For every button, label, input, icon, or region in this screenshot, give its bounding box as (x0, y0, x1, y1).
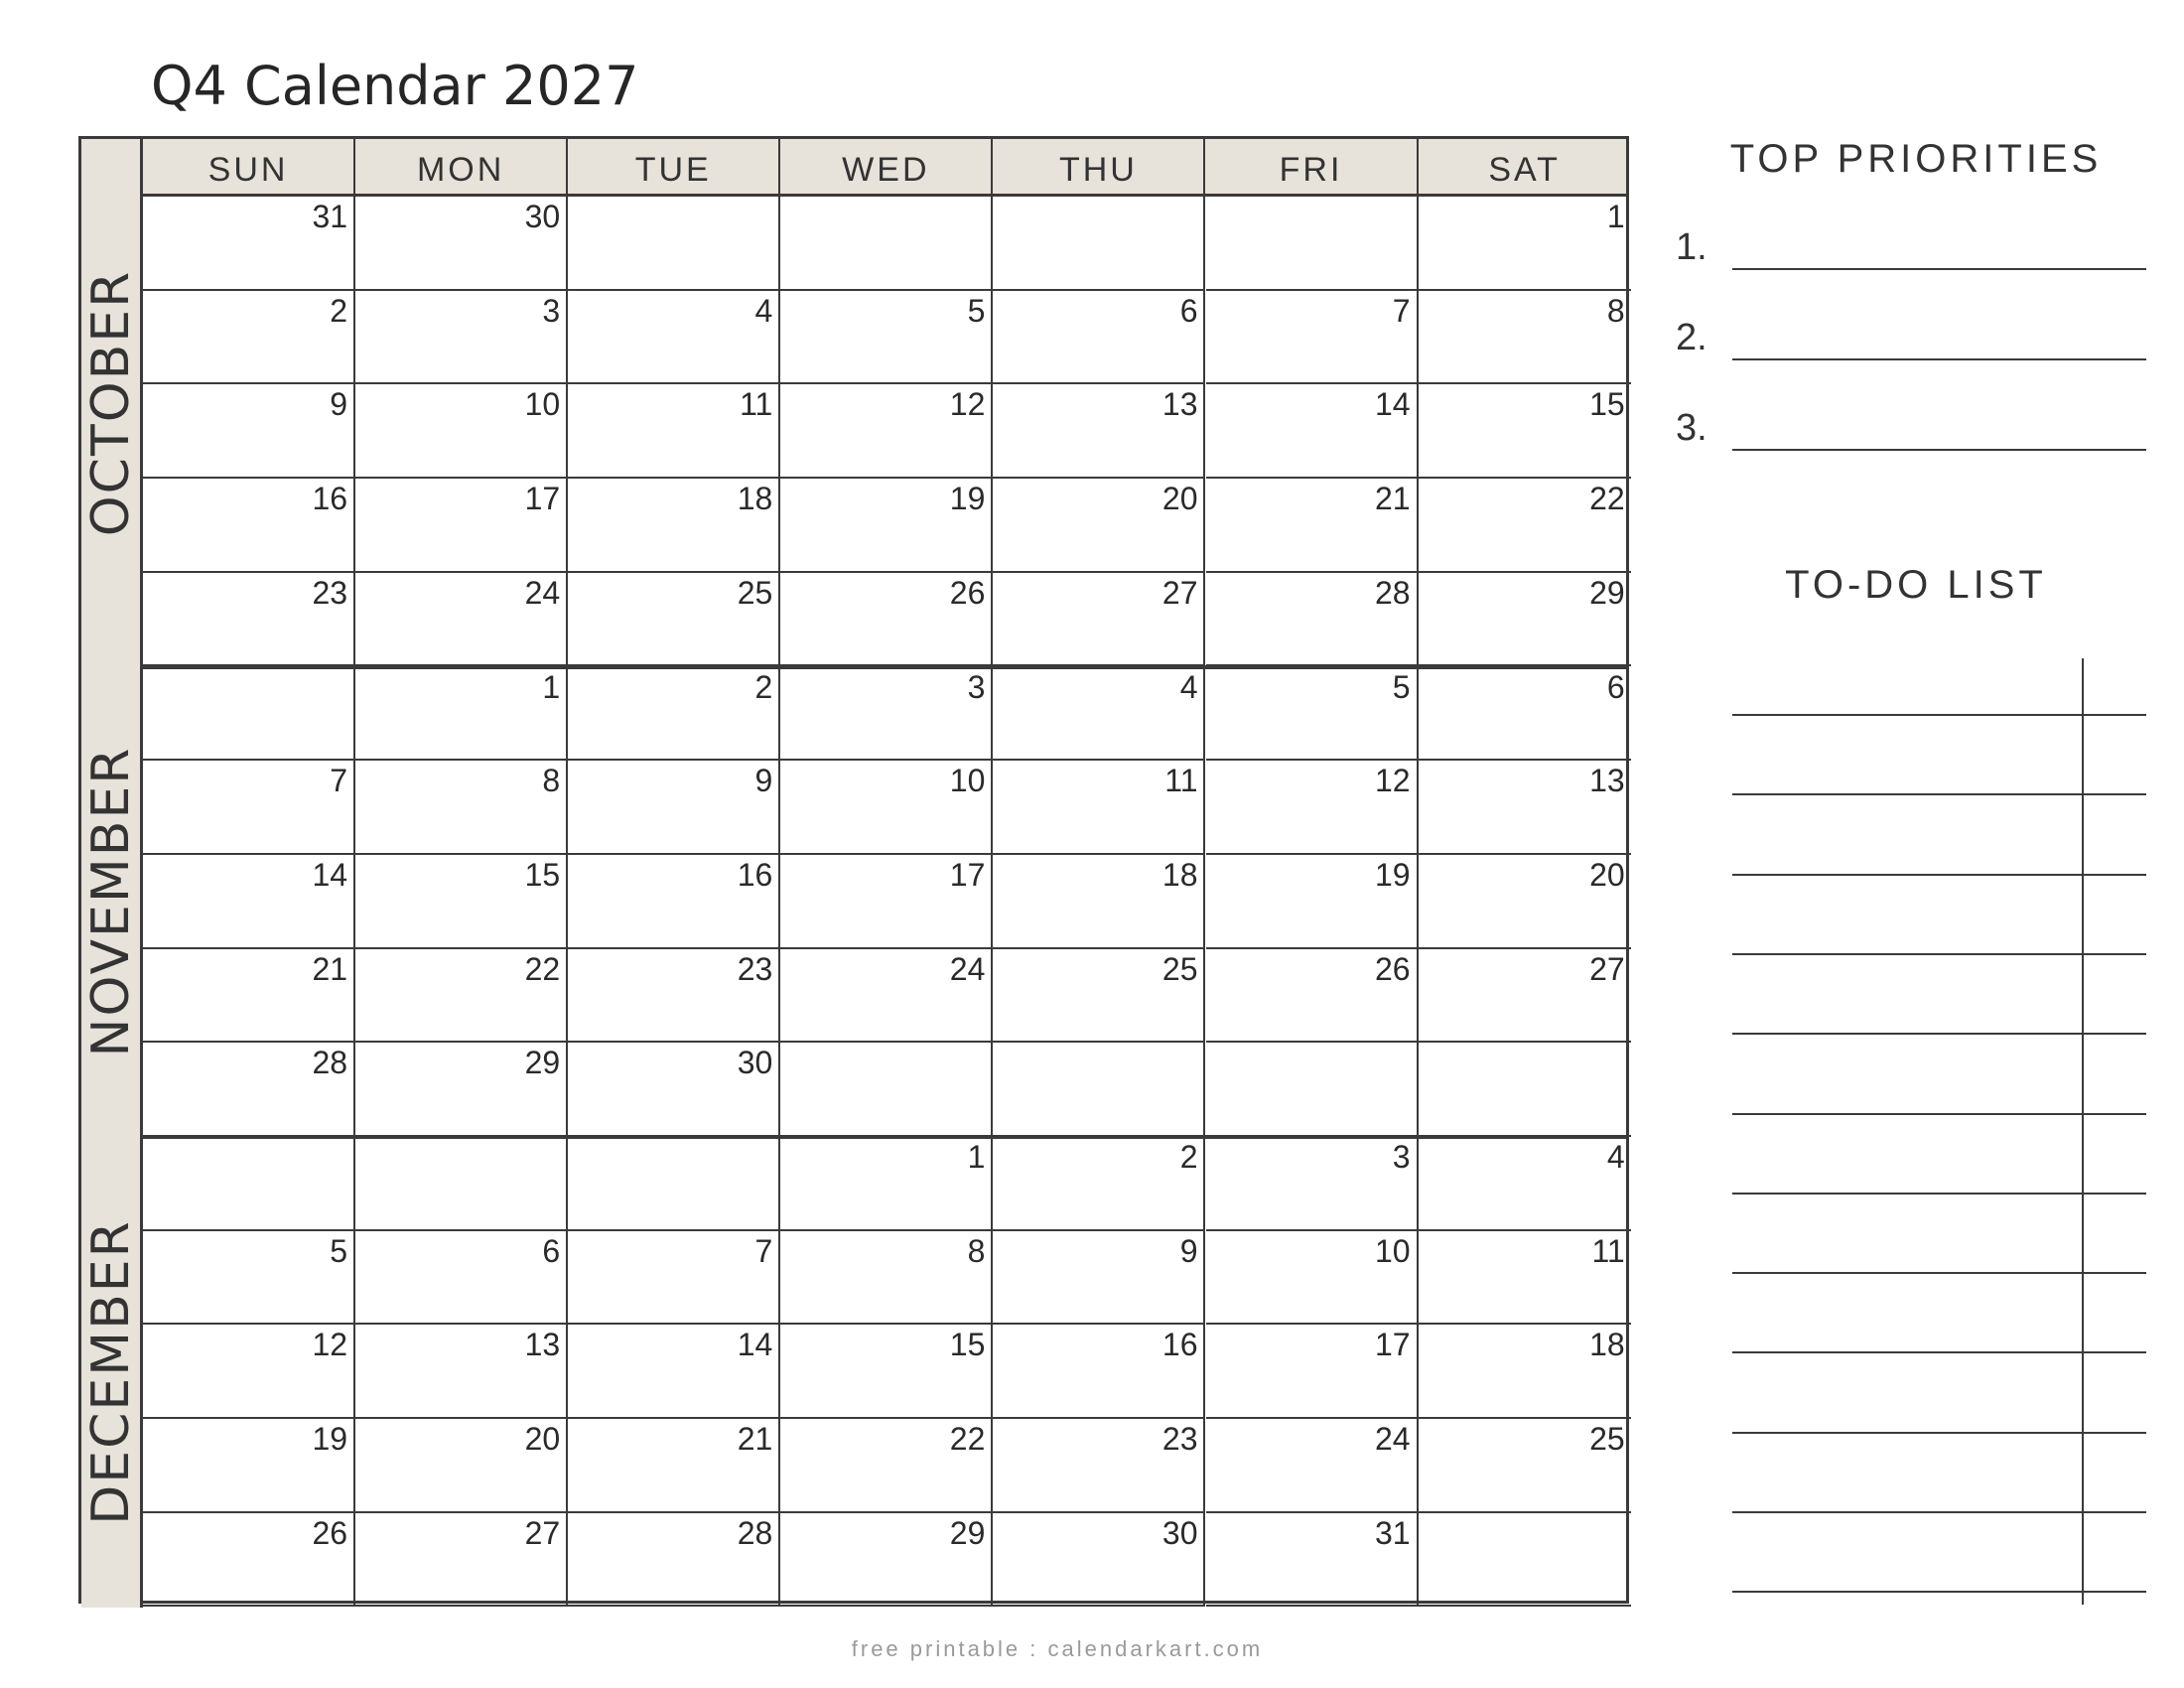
weekday-sat: SAT (1488, 151, 1561, 189)
day-cell[interactable] (993, 667, 1205, 762)
weekday-sun: SUN (143, 139, 355, 194)
day-cell[interactable] (993, 1043, 1205, 1137)
day-cell[interactable] (780, 1325, 993, 1419)
day-cell[interactable] (143, 1231, 355, 1326)
day-number: 12 (949, 386, 986, 423)
todo-write-line[interactable] (1732, 1193, 2146, 1195)
day-number: 11 (740, 386, 773, 423)
day-number: 30 (737, 1045, 773, 1081)
day-cell[interactable] (1206, 1513, 1419, 1608)
day-cell[interactable] (1206, 667, 1419, 762)
day-cell[interactable] (143, 479, 355, 573)
day-number: 22 (949, 1421, 986, 1458)
day-cell[interactable] (1419, 479, 1631, 573)
day-cell[interactable] (1206, 855, 1419, 949)
day-number: 23 (312, 574, 348, 611)
day-number: 1 (1606, 199, 1625, 234)
day-cell[interactable] (355, 291, 568, 385)
day-number: 20 (1161, 481, 1198, 517)
day-number: 26 (312, 1514, 348, 1551)
day-number: 22 (1589, 481, 1625, 517)
day-cell[interactable] (780, 479, 993, 573)
day-cell[interactable] (355, 1325, 568, 1419)
day-number: 9 (330, 386, 348, 423)
day-number: 19 (312, 1421, 348, 1458)
day-cell[interactable] (1206, 1231, 1419, 1326)
priority-write-line[interactable] (1732, 268, 2146, 270)
priority-number: 2. (1676, 317, 1707, 358)
day-number: 16 (312, 481, 348, 517)
day-cell[interactable] (568, 1137, 780, 1231)
day-cell[interactable] (780, 1043, 993, 1137)
day-number: 14 (1375, 386, 1411, 423)
day-cell[interactable] (1419, 197, 1631, 291)
month-label: NOVEMBER (80, 746, 141, 1057)
day-cell[interactable] (993, 949, 1205, 1044)
day-number: 16 (737, 856, 773, 893)
day-number: 21 (312, 950, 348, 987)
day-cell[interactable] (1419, 761, 1631, 855)
day-number: 3 (967, 668, 986, 705)
day-cell[interactable] (355, 1043, 568, 1137)
day-number: 5 (1392, 668, 1411, 705)
day-cell[interactable] (355, 1137, 568, 1231)
day-cell[interactable] (568, 761, 780, 855)
day-number: 21 (737, 1421, 773, 1458)
day-number: 6 (542, 1232, 561, 1269)
day-cell[interactable] (780, 1231, 993, 1326)
day-number: 19 (1375, 856, 1411, 893)
day-cell[interactable] (780, 197, 993, 291)
day-number: 30 (524, 199, 561, 234)
day-number: 2 (1179, 1139, 1198, 1175)
day-number: 17 (1375, 1327, 1411, 1363)
day-number: 19 (949, 481, 986, 517)
day-number: 27 (524, 1514, 561, 1551)
day-number: 12 (312, 1327, 348, 1363)
day-cell[interactable] (355, 949, 568, 1044)
weekday-fri: FRI (1206, 139, 1419, 194)
day-cell[interactable] (1206, 1325, 1419, 1419)
day-cell[interactable] (1206, 384, 1419, 479)
todo-list-title: TO-DO LIST (1785, 563, 2047, 607)
day-number: 23 (1161, 1421, 1198, 1458)
day-cell[interactable] (143, 384, 355, 479)
day-cell[interactable] (568, 1513, 780, 1608)
day-cell[interactable] (1206, 1043, 1419, 1137)
day-number: 20 (1589, 856, 1625, 893)
day-cell[interactable] (568, 384, 780, 479)
day-cell[interactable] (568, 1231, 780, 1326)
day-cell[interactable] (568, 667, 780, 762)
day-cell[interactable] (1419, 291, 1631, 385)
day-cell[interactable] (993, 291, 1205, 385)
todo-write-line[interactable] (1732, 1591, 2146, 1593)
day-number: 1 (542, 668, 561, 705)
day-number: 1 (967, 1139, 986, 1175)
day-number: 29 (949, 1514, 986, 1551)
day-cell[interactable] (143, 949, 355, 1044)
day-cell[interactable] (143, 1419, 355, 1513)
day-number: 31 (1375, 1514, 1411, 1551)
day-cell[interactable] (1419, 1513, 1631, 1608)
day-cell[interactable] (568, 1325, 780, 1419)
day-cell[interactable] (1206, 197, 1419, 291)
day-cell[interactable] (1206, 573, 1419, 667)
day-cell[interactable] (568, 573, 780, 667)
weekday-thu: THU (993, 139, 1205, 194)
day-cell[interactable] (568, 197, 780, 291)
day-number: 15 (1589, 386, 1625, 423)
day-cell[interactable] (355, 1419, 568, 1513)
day-number: 17 (949, 856, 986, 893)
todo-write-line[interactable] (1732, 1511, 2146, 1513)
day-cell[interactable] (780, 1419, 993, 1513)
day-number: 10 (524, 386, 561, 423)
day-cell[interactable] (780, 949, 993, 1044)
day-cell[interactable] (143, 1137, 355, 1231)
day-number: 24 (949, 950, 986, 987)
day-cell[interactable] (568, 949, 780, 1044)
month-band-december (81, 1137, 143, 1608)
weekday-header-row (143, 139, 1626, 197)
day-number: 28 (737, 1514, 773, 1551)
day-cell[interactable] (143, 855, 355, 949)
day-number: 25 (1161, 950, 1198, 987)
day-cell[interactable] (993, 1137, 1205, 1231)
weekday-tue: TUE (568, 139, 780, 194)
day-number: 25 (737, 574, 773, 611)
day-number: 28 (312, 1045, 348, 1081)
day-cell[interactable] (1419, 1325, 1631, 1419)
day-number: 27 (1161, 574, 1198, 611)
day-number: 4 (1606, 1139, 1625, 1175)
weekday-mon: MON (355, 139, 568, 194)
day-number: 3 (1392, 1139, 1411, 1175)
todo-write-line[interactable] (1732, 1272, 2146, 1274)
day-cell[interactable] (355, 667, 568, 762)
todo-write-line[interactable] (1732, 953, 2146, 955)
day-cell[interactable] (780, 1513, 993, 1608)
todo-write-line[interactable] (1732, 793, 2146, 795)
todo-checkbox-divider (2082, 658, 2084, 1605)
day-cell[interactable] (780, 291, 993, 385)
day-number: 8 (1606, 292, 1625, 329)
day-number: 24 (1375, 1421, 1411, 1458)
day-number: 24 (524, 574, 561, 611)
day-cell[interactable] (143, 1513, 355, 1608)
day-number: 13 (1161, 386, 1198, 423)
day-cell[interactable] (355, 384, 568, 479)
day-number: 14 (737, 1327, 773, 1363)
day-number: 23 (737, 950, 773, 987)
day-cell[interactable] (780, 667, 993, 762)
day-cell[interactable] (355, 573, 568, 667)
day-cell[interactable] (355, 1513, 568, 1608)
day-cell[interactable] (993, 384, 1205, 479)
day-cell[interactable] (993, 1419, 1205, 1513)
day-number: 12 (1375, 763, 1411, 799)
quarter-calendar-grid (78, 136, 1629, 1604)
day-cell[interactable] (780, 855, 993, 949)
day-cell[interactable] (355, 761, 568, 855)
day-number: 5 (330, 1232, 348, 1269)
day-cell[interactable] (1206, 1419, 1419, 1513)
day-number: 9 (754, 763, 773, 799)
day-cell[interactable] (993, 573, 1205, 667)
day-number: 3 (542, 292, 561, 329)
day-cell[interactable] (1419, 1419, 1631, 1513)
priority-write-line[interactable] (1732, 449, 2146, 451)
day-cell[interactable] (1419, 1231, 1631, 1326)
todo-write-line[interactable] (1732, 1432, 2146, 1434)
month-band-november (81, 667, 143, 1138)
day-cell[interactable] (780, 761, 993, 855)
day-number: 29 (1589, 574, 1625, 611)
day-cell[interactable] (143, 761, 355, 855)
day-cell[interactable] (143, 1043, 355, 1137)
day-number: 13 (1589, 763, 1625, 799)
day-cell[interactable] (355, 479, 568, 573)
month-label: OCTOBER (80, 269, 141, 537)
top-priorities-title: TOP PRIORITIES (1729, 137, 2103, 181)
todo-write-line[interactable] (1732, 1033, 2146, 1035)
month-label: DECEMBER (80, 1218, 141, 1525)
day-number: 26 (949, 574, 986, 611)
day-number: 6 (1606, 668, 1625, 705)
day-cell[interactable] (1206, 1137, 1419, 1231)
day-cell[interactable] (568, 1419, 780, 1513)
day-cell[interactable] (993, 761, 1205, 855)
day-number: 28 (1375, 574, 1411, 611)
footer-credit: free printable : calendarkart.com (851, 1636, 1264, 1661)
day-cell[interactable] (1206, 479, 1419, 573)
day-number: 18 (737, 481, 773, 517)
day-cell[interactable] (568, 291, 780, 385)
day-cell[interactable] (143, 573, 355, 667)
day-number: 6 (1179, 292, 1198, 329)
day-number: 9 (1179, 1232, 1198, 1269)
day-number: 18 (1161, 856, 1198, 893)
day-cell[interactable] (355, 1231, 568, 1326)
day-number: 15 (949, 1327, 986, 1363)
day-cell[interactable] (780, 1137, 993, 1231)
day-cell[interactable] (993, 1231, 1205, 1326)
day-number: 7 (1392, 292, 1411, 329)
day-cell[interactable] (993, 1325, 1205, 1419)
todo-write-line[interactable] (1732, 874, 2146, 876)
day-cell[interactable] (1419, 855, 1631, 949)
day-cell[interactable] (1419, 1137, 1631, 1231)
month-band-october (81, 139, 143, 667)
day-number: 4 (1179, 668, 1198, 705)
day-number: 7 (330, 763, 348, 799)
day-number: 8 (542, 763, 561, 799)
day-cell[interactable] (143, 291, 355, 385)
priority-number: 1. (1676, 226, 1707, 268)
day-number: 2 (330, 292, 348, 329)
day-number: 15 (524, 856, 561, 893)
day-cell[interactable] (355, 197, 568, 291)
day-cell[interactable] (1419, 1043, 1631, 1137)
day-number: 21 (1375, 481, 1411, 517)
day-number: 4 (754, 292, 773, 329)
day-number: 18 (1589, 1327, 1625, 1363)
day-number: 10 (949, 763, 986, 799)
day-number: 16 (1161, 1327, 1198, 1363)
day-cell[interactable] (1206, 291, 1419, 385)
day-cell[interactable] (993, 197, 1205, 291)
todo-write-line[interactable] (1732, 1113, 2146, 1115)
weekday-wed: WED (780, 139, 993, 194)
day-number: 10 (1375, 1232, 1411, 1269)
day-cell[interactable] (780, 573, 993, 667)
day-number: 22 (524, 950, 561, 987)
day-number: 25 (1589, 1421, 1625, 1458)
day-cell[interactable] (1419, 384, 1631, 479)
page-title: Q4 Calendar 2027 (151, 55, 639, 117)
day-cell[interactable] (143, 1325, 355, 1419)
day-number: 11 (1591, 1232, 1625, 1269)
day-number: 29 (524, 1045, 561, 1081)
day-cell[interactable] (1206, 761, 1419, 855)
day-number: 5 (967, 292, 986, 329)
day-cell[interactable] (780, 384, 993, 479)
day-cell[interactable] (143, 197, 355, 291)
day-cell[interactable] (1206, 949, 1419, 1044)
day-number: 11 (1164, 763, 1198, 799)
day-cell[interactable] (568, 1043, 780, 1137)
day-number: 7 (754, 1232, 773, 1269)
day-cell[interactable] (993, 1513, 1205, 1608)
day-number: 30 (1161, 1514, 1198, 1551)
day-number: 26 (1375, 950, 1411, 987)
todo-write-line[interactable] (1732, 714, 2146, 716)
day-number: 13 (524, 1327, 561, 1363)
day-number: 27 (1589, 950, 1625, 987)
day-cell[interactable] (1419, 949, 1631, 1044)
day-cell[interactable] (143, 667, 355, 762)
priority-number: 3. (1676, 407, 1707, 449)
day-cell[interactable] (568, 855, 780, 949)
todo-write-line[interactable] (1732, 1351, 2146, 1353)
day-cell[interactable] (993, 479, 1205, 573)
day-cell[interactable] (355, 855, 568, 949)
day-number: 14 (312, 856, 348, 893)
day-cell[interactable] (993, 855, 1205, 949)
day-cell[interactable] (1419, 667, 1631, 762)
priority-write-line[interactable] (1732, 358, 2146, 360)
day-number: 31 (312, 199, 348, 234)
day-cell[interactable] (1419, 573, 1631, 667)
day-number: 2 (754, 668, 773, 705)
day-cell[interactable] (568, 479, 780, 573)
day-number: 8 (967, 1232, 986, 1269)
day-number: 20 (524, 1421, 561, 1458)
day-number: 17 (524, 481, 561, 517)
